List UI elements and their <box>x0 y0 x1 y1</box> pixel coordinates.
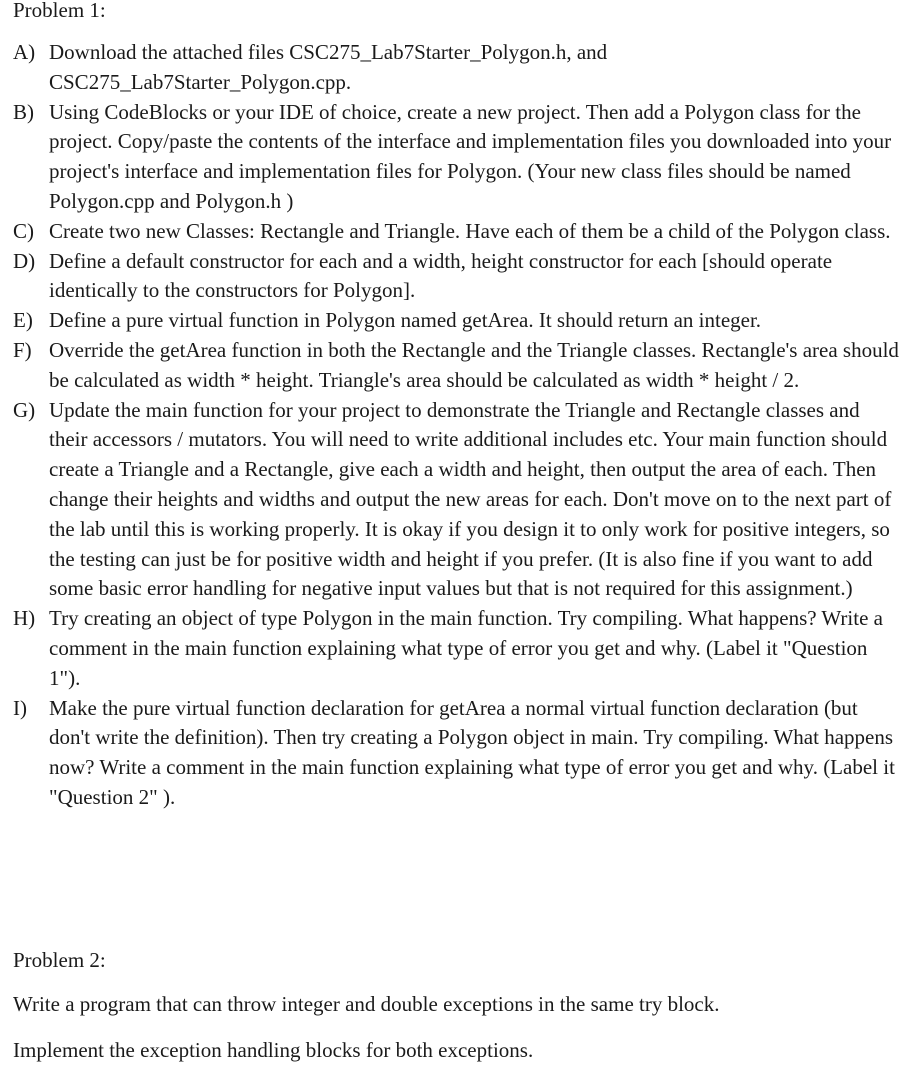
item-text: Override the getArea function in both the Rectangle and the Triangle classes. Rectangle's area should be calculated as width * height. Triangle's area should be calculated as width * height / 2. <box>49 337 899 392</box>
list-item <box>13 217 903 247</box>
item-text: Using CodeBlocks or your IDE of choice, create a new project. Then add a Polygon class for the project. Copy/paste the contents of the interface and implementation files you downloaded into your project's interface and implementation files for Polygon. (Your new class files should be named Polygon.cpp and Polygon.h ) <box>49 99 892 213</box>
list-item <box>13 336 903 396</box>
list-item <box>13 604 903 693</box>
item-letter: F) <box>13 337 32 362</box>
problem-1-title: Problem 1: <box>13 0 106 22</box>
problem-2-title: Problem 2: <box>13 948 106 972</box>
item-letter: E) <box>13 308 33 333</box>
list-item <box>13 396 903 605</box>
item-letter: C) <box>13 218 34 243</box>
item-text: Download the attached files CSC275_Lab7Starter_Polygon.h, and CSC275_Lab7Starter_Polygon.cpp. <box>49 40 608 94</box>
problem-1-list <box>13 38 903 813</box>
item-letter: H) <box>13 606 36 631</box>
item-letter: I) <box>13 695 27 720</box>
item-letter: D) <box>13 248 36 273</box>
item-text: Make the pure virtual function declaration for getArea a normal virtual function declaration (but don't write the definition). Then try creating a Polygon object in main. Try compiling. What happens now? Write a comment in the main function explaining what type of error you get and why. (Label it "Question 2" ). <box>49 695 895 809</box>
list-item <box>13 98 903 217</box>
item-letter: G) <box>13 397 36 422</box>
list-item <box>13 38 903 98</box>
list-item <box>13 306 903 336</box>
list-item <box>13 694 903 813</box>
item-text: Define a pure virtual function in Polygon named getArea. It should return an integer. <box>49 308 762 333</box>
problem-2-instruction-1: Write a program that can throw integer and double exceptions in the same try block. <box>13 992 720 1016</box>
problem-2-instruction-2: Implement the exception handling blocks for both exceptions. <box>13 1038 534 1062</box>
item-letter: A) <box>13 40 36 64</box>
item-text: Define a default constructor for each and a width, height constructor for each [should operate identically to the constructors for Polygon]. <box>49 248 833 303</box>
item-text: Update the main function for your project to demonstrate the Triangle and Rectangle classes and their accessors / mutators. You will need to write additional includes etc. Your main function should create a Triangle and a Rectangle, give each a width and height, then output the area of each. Then change their heights and widths and output the new areas for each. Don't move on to the next part of the lab until this is working properly. It is okay if you design it to only work for positive integers, so the testing can just be for positive width and height if you prefer. (It is also fine if you want to add some basic error handling for negative input values but that is not required for this assignment.) <box>49 397 892 601</box>
item-letter: B) <box>13 99 34 124</box>
item-text: Try creating an object of type Polygon in the main function. Try compiling. What happens? Write a comment in the main function explaining what type of error you get and why. (Label it "Question 1"). <box>49 606 883 690</box>
list-item <box>13 247 903 307</box>
item-text: Create two new Classes: Rectangle and Triangle. Have each of them be a child of the Polygon class. <box>49 218 891 243</box>
